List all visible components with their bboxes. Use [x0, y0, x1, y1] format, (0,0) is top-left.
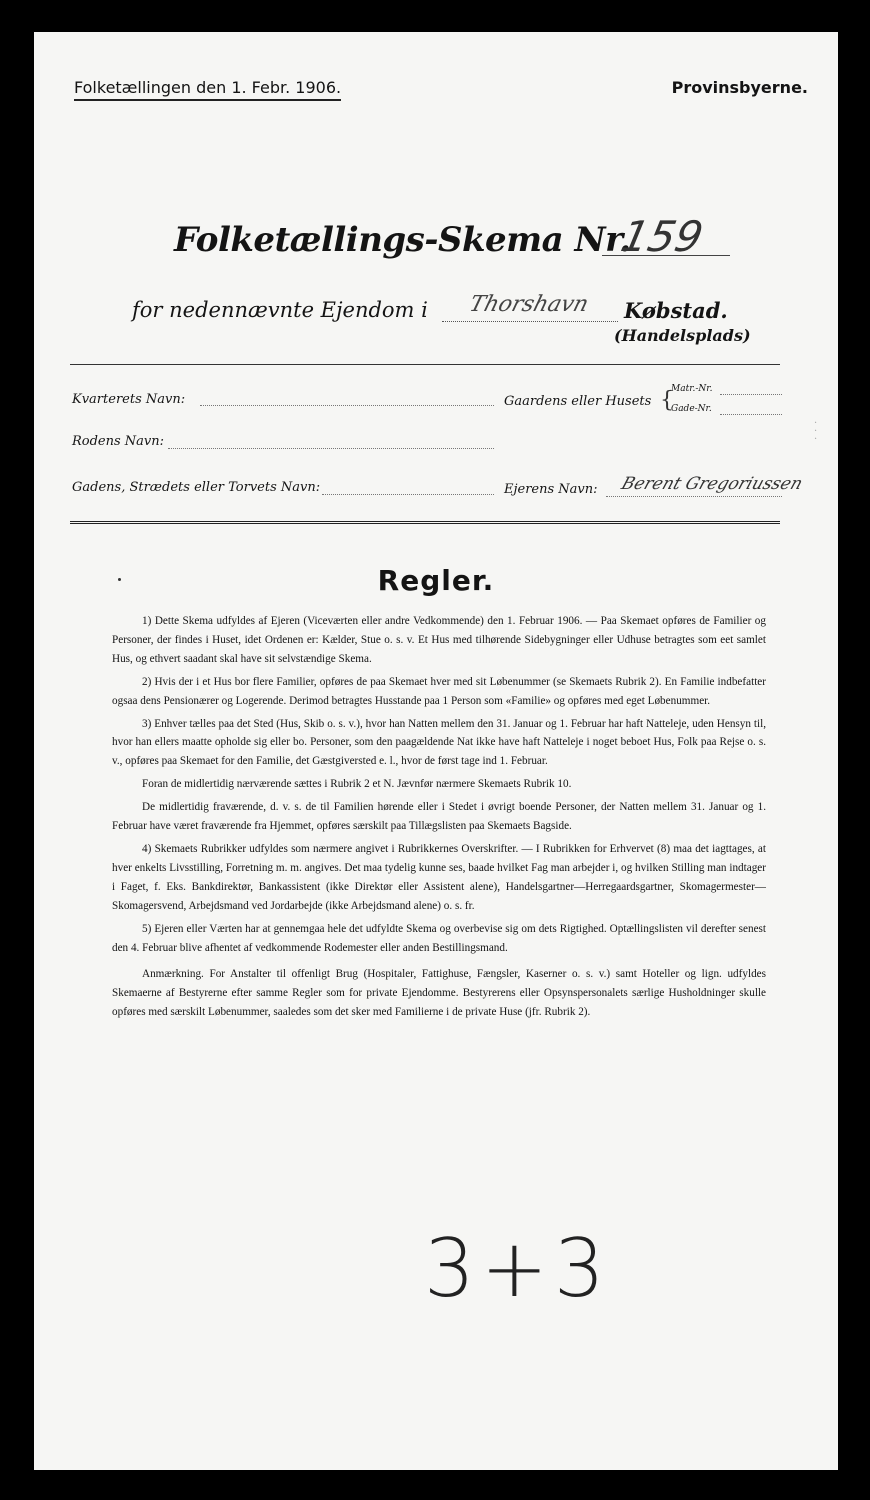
quarter-label: Kvarterets Navn:	[72, 392, 186, 407]
owner-name-handwritten: Berent Gregoriussen	[618, 474, 806, 494]
bottom-rule	[70, 521, 780, 524]
province-label: Provinsbyerne.	[671, 78, 808, 97]
tally-handwritten: 3+3	[424, 1222, 611, 1315]
rules-heading: Regler.	[377, 564, 495, 597]
top-rule	[70, 364, 780, 365]
street-field	[322, 494, 494, 495]
form-number-handwritten: 159	[616, 212, 708, 261]
census-title: Folketællingen den 1. Febr. 1906.	[74, 78, 341, 101]
rule-paragraph-3: 3) Enhver tælles paa det Sted (Hus, Skib o. s. v.), hvor han Natten mellem den 31. Januar og 1. Februar har haft Natteleje, uden Hensyn til, hvor han ellers maatte opholde sig eller bo. Personer, som den paagældende Nat ikke have haft Natteleje i noget beboet Hus, Folk paa Rejse o. s. v., opføres paa Skemaet for den Familie, det Gæstgiversted e. l., hvor de først tage ind 1. Februar.	[112, 717, 766, 768]
owner-label: Ejerens Navn:	[504, 482, 598, 497]
property-prefix: for nedennævnte Ejendom i	[132, 298, 428, 322]
gade-label: Gade-Nr.	[671, 404, 712, 414]
form-number-line	[602, 255, 730, 256]
owner-field	[606, 496, 782, 497]
edge-marks: · · ·	[814, 418, 818, 445]
rule-paragraph-1: 1) Dette Skema udfyldes af Ejeren (Viceværten eller andre Vedkommende) den 1. Februar 1906. — Paa Skemaet opføres de Familier og Personer, der findes i Huset, idet Ordenen er: Kælder, Stue o. s. v. Et Hus med tilhørende Sidebygninger eller Udhuse betragtes som eet samlet Hus, og ethvert saadant skal have sit selvstændige Skema.	[112, 615, 766, 665]
rule-paragraph-3-note-present: Foran de midlertidig nærværende sættes i Rubrik 2 et N. Jævnfør nærmere Skemaets Rubrik 10.	[142, 778, 572, 791]
rules-body	[112, 612, 766, 1026]
rule-paragraph-5: 5) Ejeren eller Værten har at gennemgaa hele det udfyldte Skema og overbevise sig om dets Rigtighed. Optællingslisten vil derefter senest den 4. Februar blive afhentet af vedkommende Rodemester eller anden Bestillingsmand.	[112, 922, 766, 954]
rode-label: Rodens Navn:	[72, 434, 165, 449]
town-underline	[442, 321, 618, 322]
matr-label: Matr.-Nr.	[671, 384, 713, 394]
quarter-field	[200, 405, 494, 406]
town-name-handwritten: Thorshavn	[466, 292, 592, 317]
farm-label: Gaardens eller Husets	[504, 394, 652, 409]
rule-paragraph-3-note-absent: De midlertidig fraværende, d. v. s. de til Familien hørende eller i Stedet i øvrigt boende Personer, der Natten mellem 31. Januar og 1. Februar have været fraværende fra Hjemmet, opføres særskilt paa Tillægslisten paa Skemaets Bagside.	[112, 801, 766, 833]
brace-icon: {	[660, 388, 674, 413]
rule-paragraph-2: 2) Hvis der i et Hus bor flere Familier, opføres de paa Skemaet hver med sit Løbenummer (se Skemaets Rubrik 2). En Familie indbefatter ogsaa dens Pensionærer og Logerende. Derimod betragtes Husstande paa 1 Person som «Familie» og opføres med eget Løbenummer.	[112, 675, 766, 707]
street-label: Gadens, Strædets eller Torvets Navn:	[72, 480, 321, 495]
gade-field	[720, 414, 782, 415]
town-type: Købstad.	[624, 298, 728, 323]
rule-paragraph-4: 4) Skemaets Rubrikker udfyldes som nærmere angivet i Rubrikkernes Overskrifter. — I Rubrikken for Erhvervet (8) maa det iagttages, at hver enkelts Livsstilling, Forretning m. m. angives. Det maa tydelig kunne ses, baade hvilket Fag man arbejder i, og hvilken Stilling man indtager i Faget, f. Eks. Bankdirektør, Bankassistent (ikke Direktør eller Assistent alene), Handelsgartner—Herregaardsgartner, Skomagermester—Skomagersvend, Arbejdsmand ved Jordarbejde (ikke Arbejdsmand alene) o. s. fr.	[112, 842, 766, 912]
census-form-sheet	[34, 32, 838, 1470]
town-type-alt: (Handelsplads)	[614, 326, 751, 345]
rule-remark: Anmærkning. For Anstalter til offenligt Brug (Hospitaler, Fattighuse, Fængsler, Kaserner o. s. v.) samt Hoteller og lign. udfyldes Skemaerne af Bestyrerne efter samme Regler som for private Ejendomme. Bestyrerens eller Opsynspersonalets særlige Husholdninger skulle opføres med særskilt Løbenummer, saaledes som det sker med Familierne i de private Huse (jfr. Rubrik 2).	[112, 968, 766, 1019]
form-heading: Folketællings-Skema Nr.	[174, 220, 631, 260]
rode-field	[168, 448, 494, 449]
matr-field	[720, 394, 782, 395]
